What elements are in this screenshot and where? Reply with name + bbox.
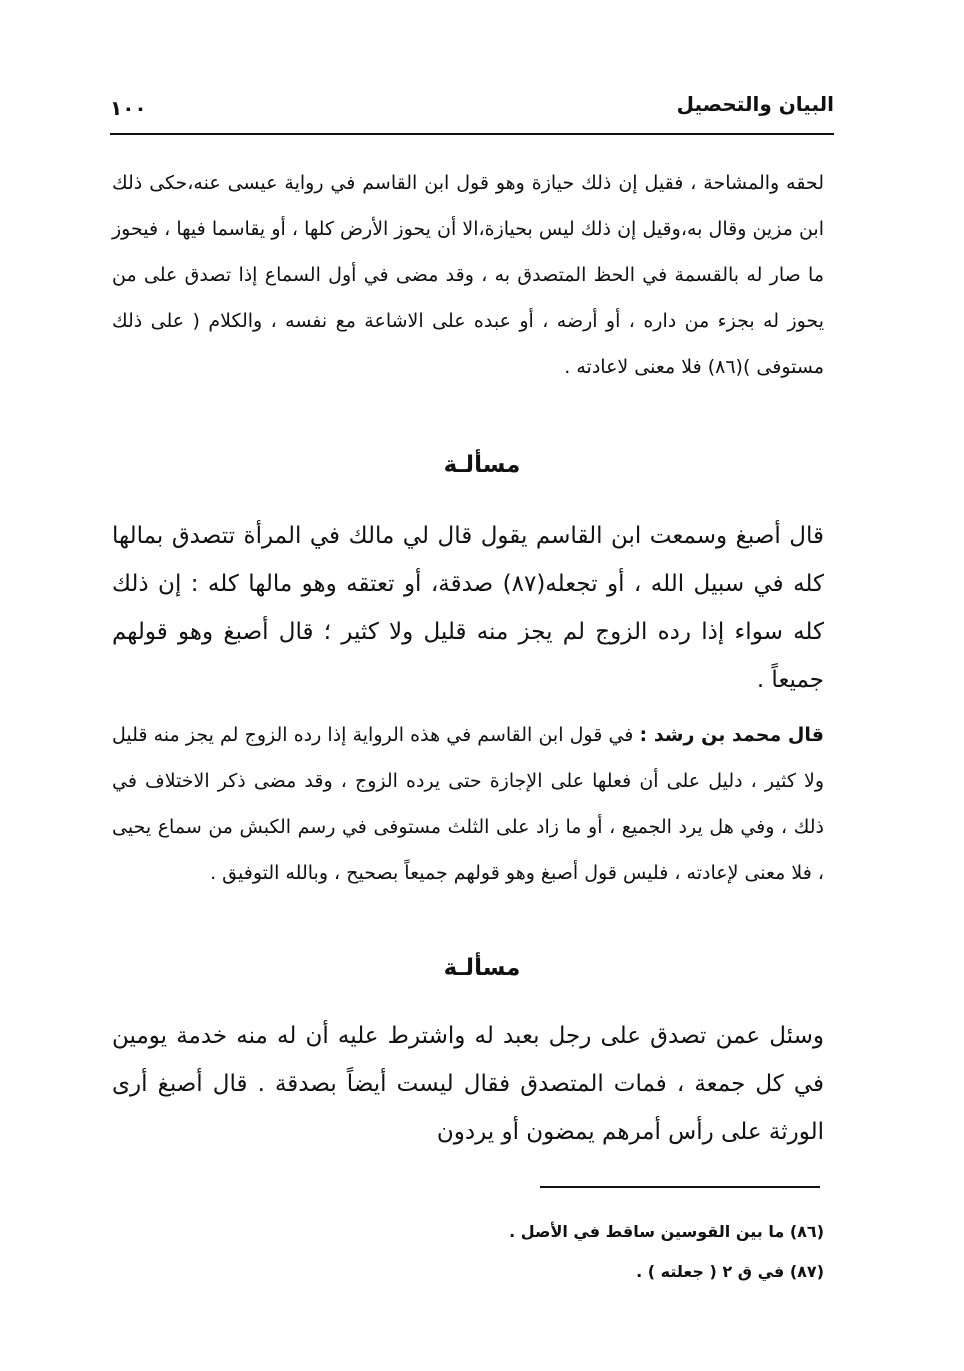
paragraph-text: وسئل عمن تصدق على رجل بعبد له واشترط عليه أن له منه خدمة يومين في كل جمعة ، فمات المتصدق فقال ليست أيضاً بصدقة . قال أصبغ أرى الورثة على رأس أمرهم يمضون أو يردون bbox=[112, 1023, 824, 1145]
footnote-rule bbox=[540, 1186, 820, 1188]
section-heading-2: مسألـة bbox=[443, 955, 521, 981]
running-header bbox=[110, 92, 834, 132]
header-rule bbox=[110, 133, 834, 135]
paragraph-commentary bbox=[112, 712, 824, 896]
paragraph-question-1 bbox=[112, 512, 824, 704]
commentary-text bbox=[112, 712, 824, 896]
paragraph-question-2 bbox=[112, 1012, 824, 1156]
section-heading-1: مسألـة bbox=[443, 452, 521, 478]
footnotes bbox=[509, 1212, 824, 1292]
paragraph-continuation bbox=[112, 160, 824, 390]
paragraph-text: قال أصبغ وسمعت ابن القاسم يقول قال لي مالك في المرأة تتصدق بمالها كله في سبيل الله ، أو تجعله(٨٧) صدقة، أو تعتقه وهو مالها كله : إن ذلك كله سواء إذا رده الزوج لم يجز منه قليل ولا كثير ؛ قال أصبغ وهو قولهم جميعاً . bbox=[112, 523, 824, 693]
footnote-86: (٨٦) ما بين القوسين ساقط في الأصل . bbox=[509, 1222, 824, 1241]
paragraph-text: لحقه والمشاحة ، فقيل إن ذلك حيازة وهو قول ابن القاسم في رواية عيسى عنه،حكى ذلك ابن مزين وقال به،وقيل إن ذلك ليس بحيازة،الا أن يحوز الأرض كلها ، أو يقاسما فيها ، فيحوز ما صار له بالقسمة في الحظ المتصدق به ، وقد مضى في أول السماع إذا تصدق على من يحوز له بجزء من داره ، أو أرضه ، أو عبده على الاشاعة مع نفسه ، والكلام ( على ذلك مستوفى )(٨٦) فلا معنى لاعادته . bbox=[112, 172, 824, 378]
page-number: ١٠٠ bbox=[110, 96, 147, 120]
commentary-lead: قال محمد بن رشد : bbox=[639, 724, 824, 746]
commentary-body: في قول ابن القاسم في هذه الرواية إذا رده الزوج لم يجز منه قليل ولا كثير ، دليل على أن فعلها على الإجازة حتى يرده الزوج ، وقد مضى ذكر الاختلاف في ذلك ، وفي هل يرد الجميع ، أو ما زاد على الثلث مستوفى في رسم الكبش من سماع يحيى ، فلا معنى لإعادته ، فليس قول أصبغ وهو قولهم جميعاً بصحيح ، وبالله التوفيق . bbox=[112, 724, 824, 884]
footnote-87: (٨٧) في ق ٢ ( جعلته ) . bbox=[636, 1262, 824, 1281]
running-title: البيان والتحصيل bbox=[676, 92, 834, 116]
